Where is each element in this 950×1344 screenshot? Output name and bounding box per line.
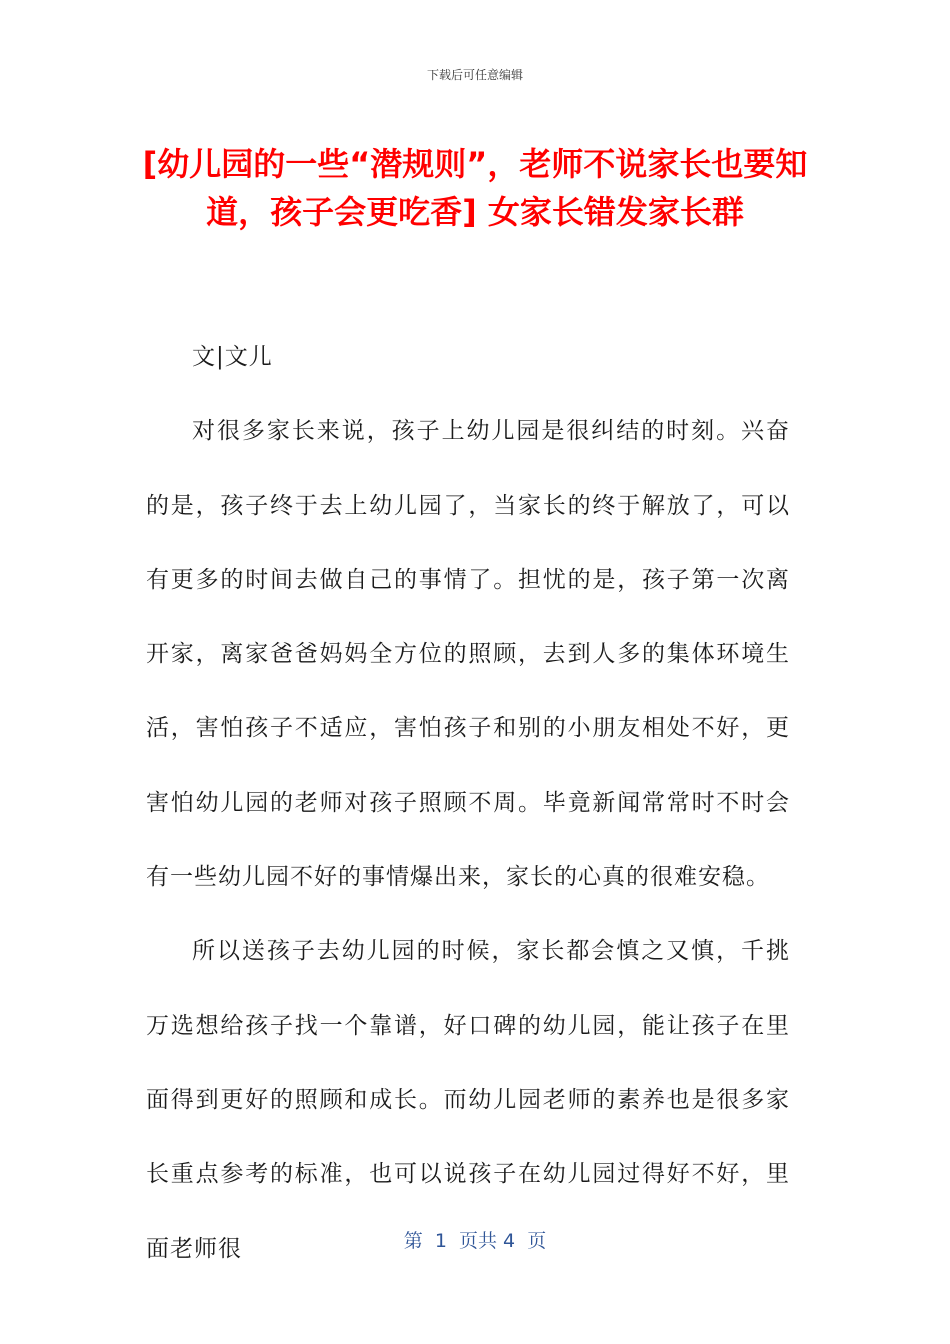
document-title: [幼儿园的一些“潜规则”，老师不说家长也要知道，孩子会更吃香] 女家长错发家长群 bbox=[142, 145, 808, 231]
byline-paragraph: 文|文儿 bbox=[192, 344, 273, 370]
body-paragraph: 所以送孩子去幼儿园的时候，家长都会慎之又慎，千挑万选想给孩子找一个靠谱，好口碑的幼儿园，能让孩子在里面得到更好的照顾和成长。而幼儿园老师的素养也是很多家长重点参考的标准，也可以说孩子在幼儿园过得好不好，里面老师很 bbox=[146, 938, 790, 1262]
body-paragraph: 对很多家长来说，孩子上幼儿园是很纠结的时刻。兴奋的是，孩子终于去上幼儿园了，当家长的终于解放了，可以有更多的时间去做自己的事情了。担忧的是，孩子第一次离开家，离家爸爸妈妈全方位的照顾，去到人多的集体环境生活，害怕孩子不适应，害怕孩子和别的小朋友相处不好，更害怕幼儿园的老师对孩子照顾不周。毕竟新闻常常时不时会有一些幼儿园不好的事情爆出来，家长的心真的很难安稳。 bbox=[146, 418, 790, 891]
document-body bbox=[146, 320, 790, 1286]
header-note: 下载后可任意编辑 bbox=[426, 68, 523, 82]
page-number-footer: 第 1 页共 4 页 bbox=[403, 1230, 547, 1252]
